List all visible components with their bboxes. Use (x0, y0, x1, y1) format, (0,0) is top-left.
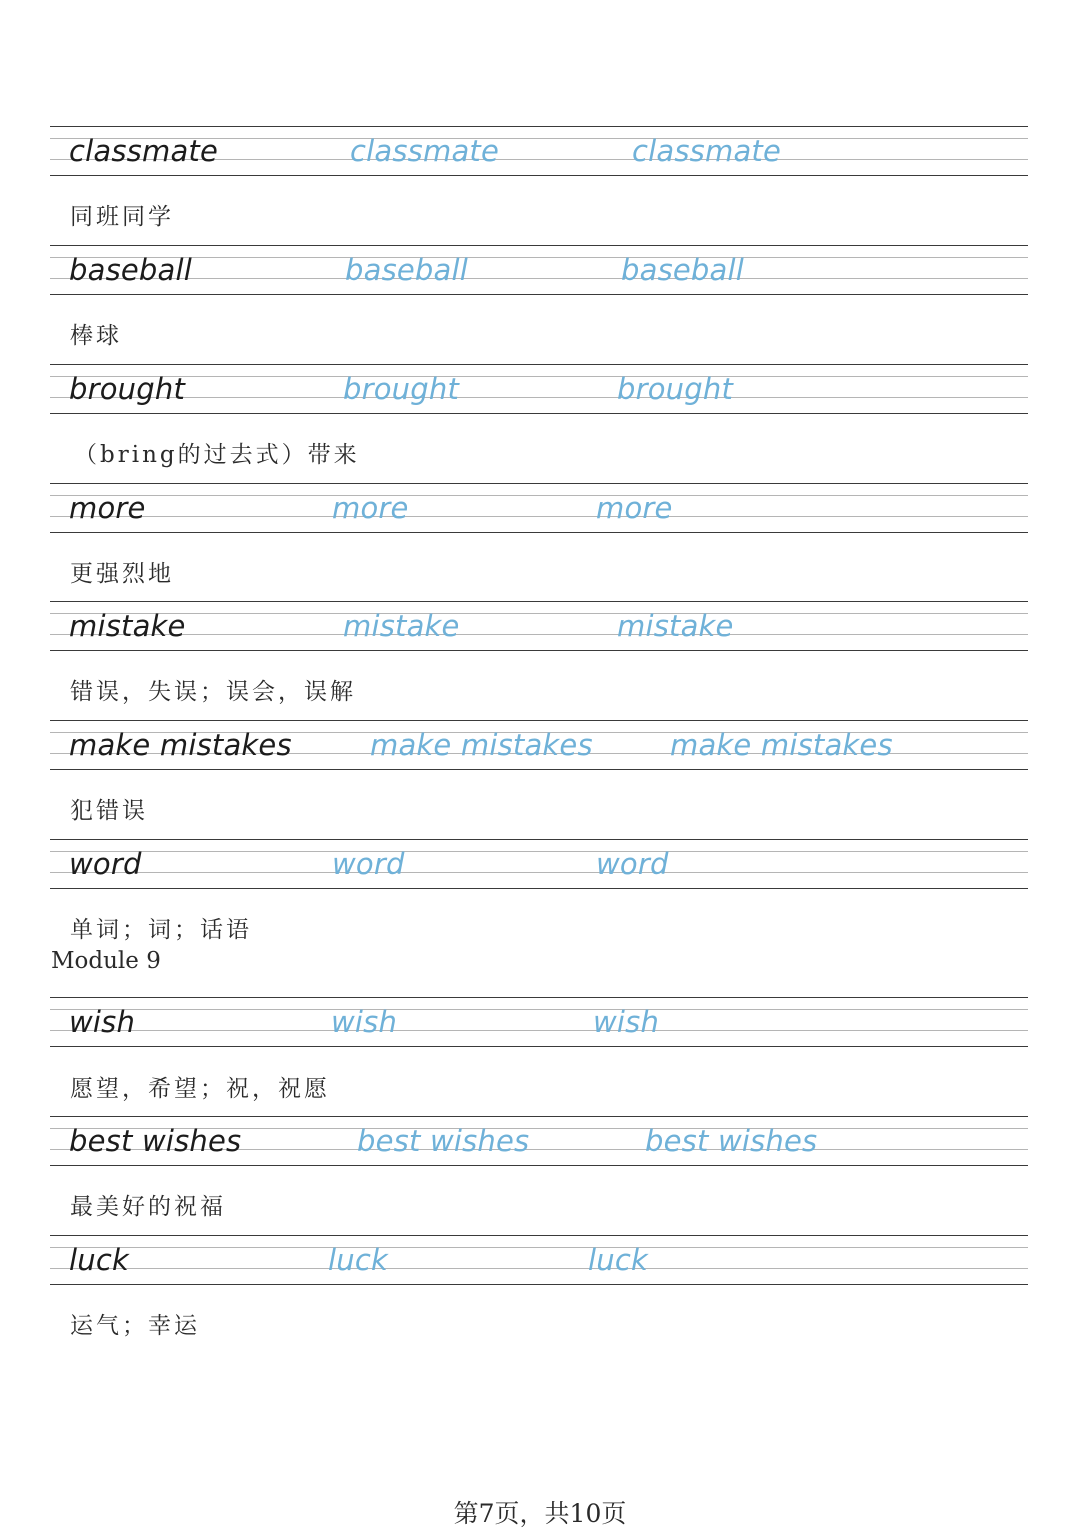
vocab-word: word (69, 847, 142, 881)
trace-word: mistake (343, 609, 460, 643)
trace-word: luck (328, 1243, 388, 1277)
word-meaning: 最美好的祝福 (70, 1194, 226, 1220)
word-meaning: 愿望，希望；祝，祝愿 (70, 1076, 330, 1102)
writing-band (50, 839, 1028, 889)
trace-word: best wishes (357, 1124, 530, 1158)
page-number: 第7页，共10页 (453, 1499, 627, 1528)
trace-word: more (596, 491, 673, 525)
writing-band (50, 720, 1028, 770)
trace-word: wish (593, 1005, 660, 1039)
vocab-word: classmate (69, 134, 219, 168)
word-meaning: 同班同学 (70, 204, 174, 230)
vocab-word: brought (69, 372, 186, 406)
trace-word: more (332, 491, 409, 525)
trace-word: best wishes (645, 1124, 818, 1158)
vocab-word: wish (69, 1005, 136, 1039)
writing-band (50, 1235, 1028, 1285)
writing-band (50, 364, 1028, 414)
vocab-word: luck (69, 1243, 129, 1277)
trace-word: luck (588, 1243, 648, 1277)
word-meaning: （bring的过去式）带来 (74, 442, 360, 468)
vocab-word: baseball (69, 253, 193, 287)
trace-word: word (596, 847, 669, 881)
writing-band (50, 126, 1028, 176)
vocab-word: best wishes (69, 1124, 242, 1158)
vocab-word: mistake (69, 609, 186, 643)
word-meaning: 犯错误 (70, 798, 148, 824)
section-heading: Module 9 (51, 948, 161, 974)
writing-band (50, 1116, 1028, 1166)
trace-word: brought (343, 372, 460, 406)
trace-word: make mistakes (670, 728, 893, 762)
trace-word: word (332, 847, 405, 881)
trace-word: classmate (632, 134, 782, 168)
writing-band (50, 601, 1028, 651)
vocab-word: more (69, 491, 146, 525)
trace-word: brought (617, 372, 734, 406)
trace-word: make mistakes (370, 728, 593, 762)
word-meaning: 棒球 (70, 323, 122, 349)
trace-word: baseball (621, 253, 745, 287)
word-meaning: 更强烈地 (70, 561, 174, 587)
trace-word: baseball (345, 253, 469, 287)
word-meaning: 单词；词；话语 (70, 917, 252, 943)
vocab-word: make mistakes (69, 728, 292, 762)
writing-band (50, 245, 1028, 295)
word-meaning: 错误，失误；误会，误解 (70, 679, 356, 705)
writing-band (50, 997, 1028, 1047)
word-meaning: 运气；幸运 (70, 1313, 200, 1339)
writing-band (50, 483, 1028, 533)
trace-word: wish (331, 1005, 398, 1039)
trace-word: classmate (350, 134, 500, 168)
trace-word: mistake (617, 609, 734, 643)
